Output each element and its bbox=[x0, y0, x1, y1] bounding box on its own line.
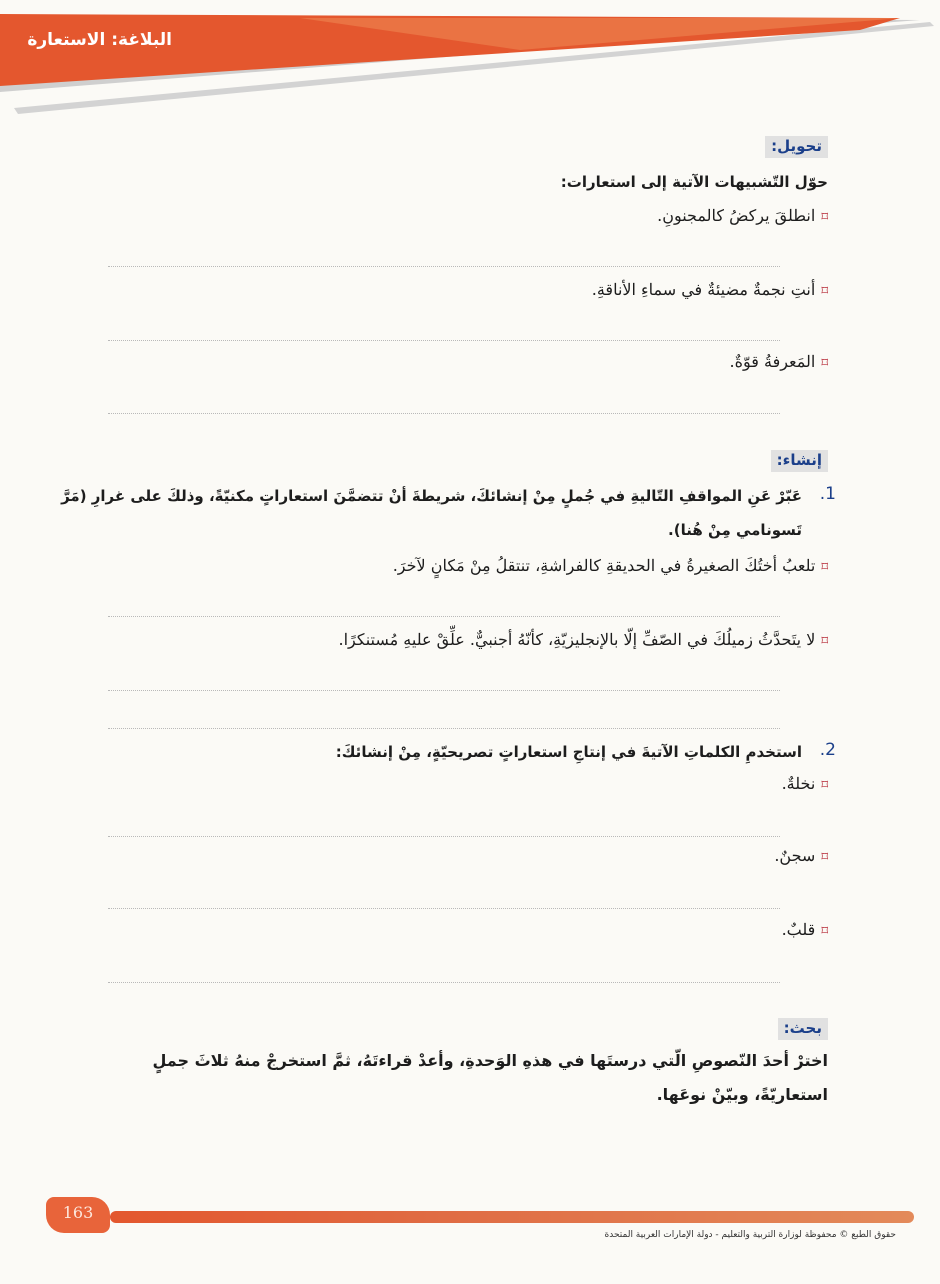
answer-line[interactable] bbox=[108, 728, 780, 729]
research-line2: استعاريّةً، وبيّنْ نوعَها. bbox=[656, 1085, 828, 1104]
question-number: 2. bbox=[819, 740, 836, 760]
page-title: البلاغة: الاستعارة bbox=[27, 30, 172, 50]
research-label: بحث: bbox=[778, 1018, 828, 1040]
bullet-icon: ⌑ bbox=[821, 560, 828, 575]
answer-line[interactable] bbox=[108, 266, 780, 267]
q1-instruction-line2: تَسونامي مِنْ هُنا). bbox=[668, 521, 802, 539]
transform-item-text: المَعرفةُ قوّةٌ. bbox=[729, 352, 816, 371]
header-ribbon bbox=[0, 0, 940, 120]
bullet-icon: ⌑ bbox=[821, 850, 828, 865]
compose-item bbox=[108, 556, 828, 575]
bullet-icon: ⌑ bbox=[821, 778, 828, 793]
compose-word-item bbox=[108, 920, 828, 939]
answer-line[interactable] bbox=[108, 616, 780, 617]
transform-item bbox=[108, 280, 828, 299]
answer-line[interactable] bbox=[108, 340, 780, 341]
compose-item-text: تلعبُ أختُكَ الصغيرةُ في الحديقةِ كالفراشةِ، تنتقلُ مِنْ مَكانٍ لآخرَ. bbox=[392, 556, 816, 575]
transform-item bbox=[108, 206, 828, 225]
compose-item bbox=[108, 630, 828, 649]
answer-line[interactable] bbox=[108, 836, 780, 837]
answer-line[interactable] bbox=[108, 690, 780, 691]
transform-item bbox=[108, 352, 828, 371]
transform-label: تحويل: bbox=[765, 136, 828, 158]
compose-word-text: قلبٌ. bbox=[781, 920, 816, 939]
bullet-icon: ⌑ bbox=[821, 634, 828, 649]
research-line1: اخترْ أحدَ النّصوصِ الّتي درستَها في هذهِ الوَحدةِ، وأعدْ قراءتَهُ، ثمَّ استخرجْ منهُ ثلاثَ جملٍ bbox=[152, 1051, 828, 1070]
footer-bar bbox=[110, 1211, 914, 1223]
bullet-icon: ⌑ bbox=[821, 284, 828, 299]
answer-line[interactable] bbox=[108, 908, 780, 909]
bullet-icon: ⌑ bbox=[821, 356, 828, 371]
answer-line[interactable] bbox=[108, 413, 780, 414]
bullet-icon: ⌑ bbox=[821, 210, 828, 225]
copyright-notice: حقوق الطبع © محفوظة لوزارة التربية والتعليم - دولة الإمارات العربية المتحدة bbox=[604, 1230, 896, 1240]
compose-item-text: لا يتَحدَّثُ زميلُكَ في الصّفِّ إلّا بالإنجليزيّةِ، كأنّهُ أجنبيٌّ. علِّقْ عليهِ مُستنكرًا. bbox=[338, 630, 816, 649]
answer-line[interactable] bbox=[108, 982, 780, 983]
compose-word-item bbox=[108, 846, 828, 865]
bullet-icon: ⌑ bbox=[821, 924, 828, 939]
q2-instruction: استخدمِ الكلماتِ الآتيةَ في إنتاجِ استعاراتٍ تصريحيّةٍ، مِنْ إنشائكَ: bbox=[335, 743, 802, 761]
question-number: 1. bbox=[819, 484, 836, 504]
compose-word-item bbox=[108, 774, 828, 793]
transform-instruction: حوّل التّشبيهات الآتية إلى استعارات: bbox=[560, 173, 828, 191]
compose-word-text: نخلةٌ. bbox=[781, 774, 816, 793]
page-number: 163 bbox=[62, 1203, 94, 1222]
transform-item-text: أنتِ نجمةٌ مضيئةٌ في سماءِ الأناقةِ. bbox=[591, 280, 816, 299]
compose-label: إنشاء: bbox=[771, 450, 828, 472]
q1-instruction-line1: عَبّرْ عَنِ المواقفِ التّاليةِ في جُملٍ مِنْ إنشائكَ، شريطةَ أنْ تتضمَّنَ استعاراتٍ مكنيّةً، وذلكَ على غرارِ (مَرَّ bbox=[61, 487, 802, 505]
transform-item-text: انطلقَ يركضُ كالمجنونِ. bbox=[657, 206, 816, 225]
compose-word-text: سجنٌ. bbox=[774, 846, 816, 865]
